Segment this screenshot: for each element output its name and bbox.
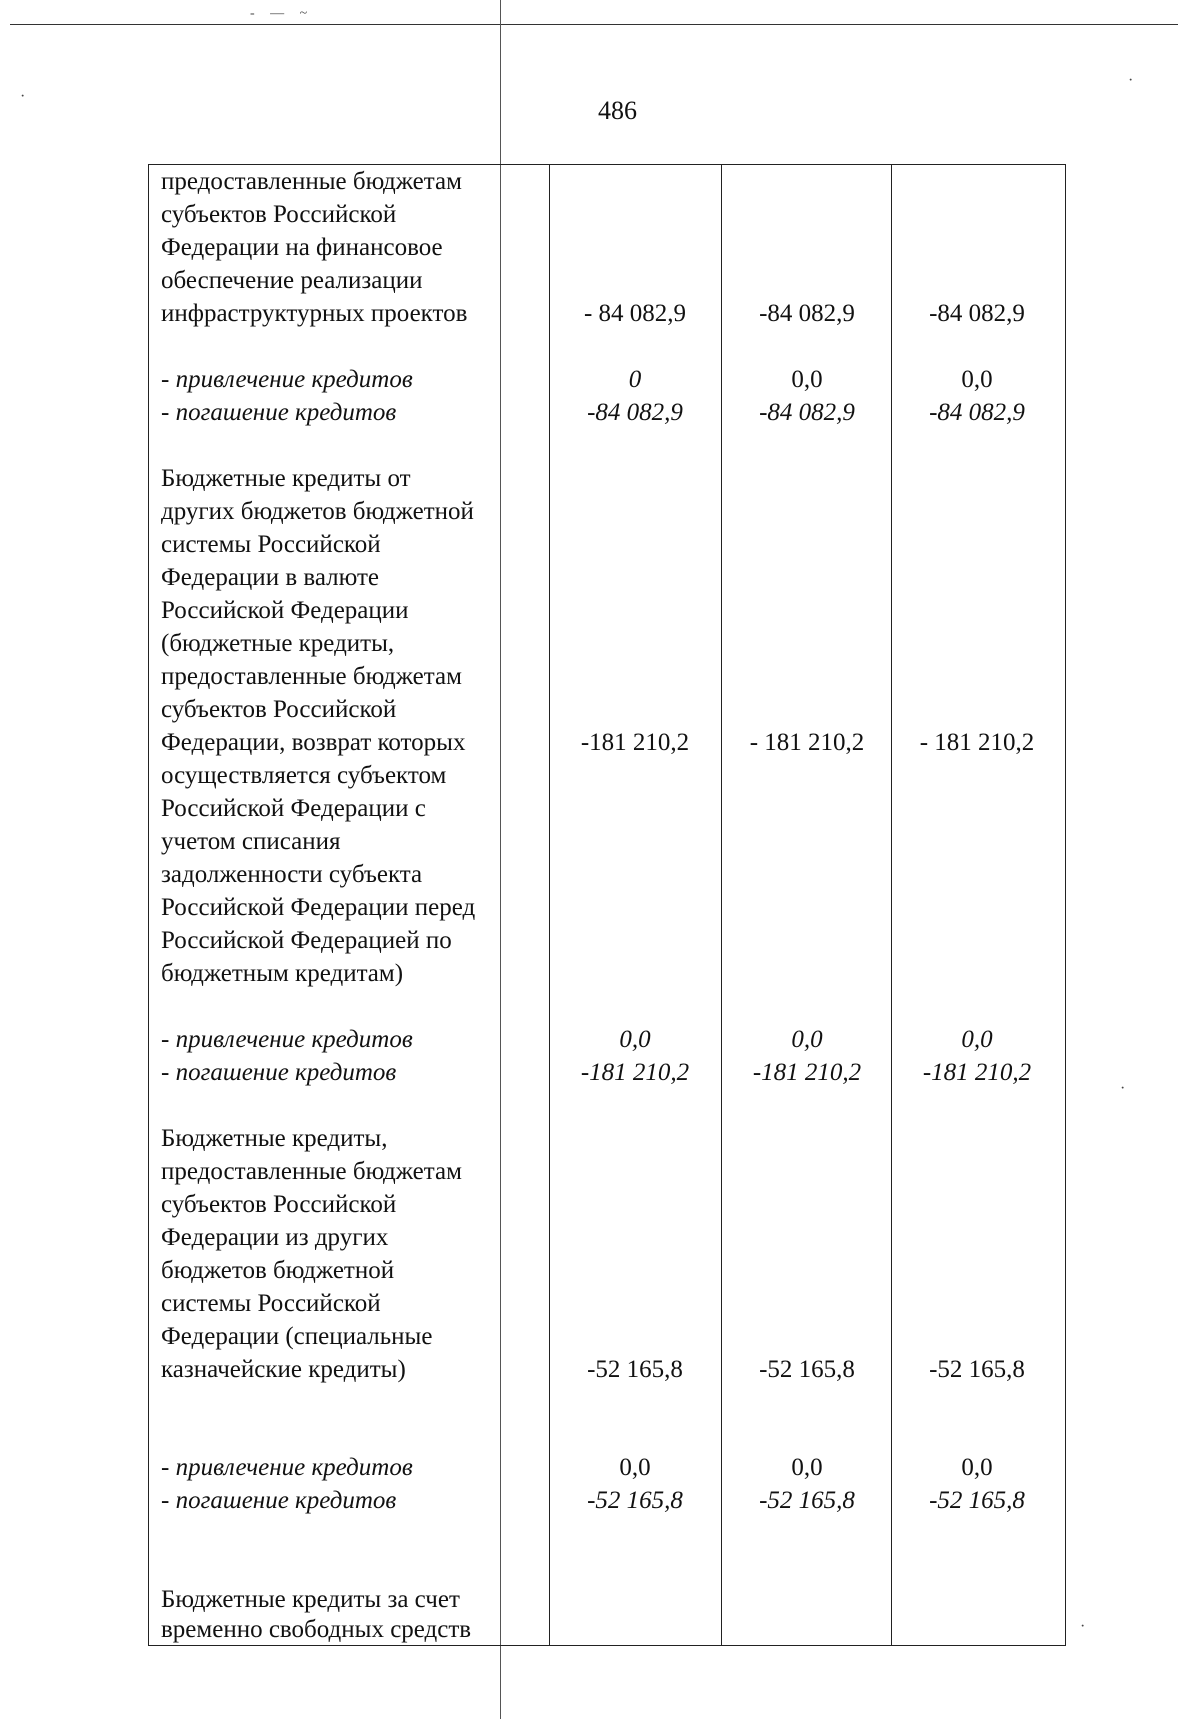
- value-cell: - 181 210,2: [919, 729, 1035, 756]
- page-number: 486: [598, 96, 637, 125]
- attraction-value: 0: [628, 366, 642, 393]
- attraction-value: 0,0: [791, 1454, 823, 1481]
- value-cell: -84 082,9: [759, 300, 855, 327]
- row-label-line: Бюджетные кредиты за счет: [161, 1586, 460, 1613]
- row-label-line: Федерации, возврат которых: [161, 729, 466, 756]
- repayment-value: -181 210,2: [922, 1059, 1032, 1086]
- row-label-line: Бюджетные кредиты,: [161, 1125, 388, 1152]
- value-cell: -52 165,8: [759, 1356, 855, 1383]
- repayment-value: -84 082,9: [929, 399, 1025, 426]
- repayment-value: -181 210,2: [580, 1059, 690, 1086]
- scan-dot: ·: [1120, 1080, 1126, 1097]
- repayment-value: -52 165,8: [587, 1487, 683, 1514]
- scan-dot: ·: [20, 88, 26, 105]
- repayment-value: -181 210,2: [752, 1059, 862, 1086]
- row-label-line: Федерации на финансовое: [161, 234, 443, 261]
- row-label-line: Бюджетные кредиты от: [161, 465, 411, 492]
- column-divider: [721, 165, 722, 1645]
- row-label-line: Российской Федерацией по: [161, 927, 452, 954]
- row-label-line: системы Российской: [161, 531, 381, 558]
- row-label-line: предоставленные бюджетам: [161, 1158, 462, 1185]
- sub-label-attraction: - привлечение кредитов: [161, 366, 413, 393]
- row-label-line: Российской Федерации: [161, 597, 409, 624]
- row-label-line: Федерации (специальные: [161, 1323, 433, 1350]
- row-label-line: обеспечение реализации: [161, 267, 423, 294]
- column-divider: [549, 165, 550, 1645]
- repayment-value: -84 082,9: [759, 399, 855, 426]
- row-label-line: задолженности субъекта: [161, 861, 423, 888]
- row-label-line: осуществляется субъектом: [161, 762, 447, 789]
- value-cell: -52 165,8: [929, 1356, 1025, 1383]
- scan-dot: ·: [1080, 1618, 1086, 1635]
- attraction-value: 0,0: [619, 1026, 651, 1053]
- row-label-line: учетом списания: [161, 828, 341, 855]
- top-rule: [10, 24, 1178, 25]
- scan-dot: ·: [1128, 72, 1134, 89]
- row-label-line: (бюджетные кредиты,: [161, 630, 395, 657]
- row-label-line: Российской Федерации перед: [161, 894, 476, 921]
- sub-label-repayment: - погашение кредитов: [161, 1059, 397, 1086]
- row-label-line: субъектов Российской: [161, 1191, 397, 1218]
- row-label-line: Российской Федерации с: [161, 795, 426, 822]
- row-label-line: субъектов Российской: [161, 696, 397, 723]
- repayment-value: -84 082,9: [587, 399, 683, 426]
- sub-label-attraction: - привлечение кредитов: [161, 1026, 413, 1053]
- row-label-line: бюджетным кредитам): [161, 960, 404, 987]
- row-label-line: предоставленные бюджетам: [161, 168, 462, 195]
- value-cell: - 84 082,9: [583, 300, 687, 327]
- row-label-line: Федерации из других: [161, 1224, 389, 1251]
- value-cell: - 181 210,2: [749, 729, 865, 756]
- repayment-value: -52 165,8: [929, 1487, 1025, 1514]
- repayment-value: -52 165,8: [759, 1487, 855, 1514]
- row-label-line: субъектов Российской: [161, 201, 397, 228]
- attraction-value: 0,0: [961, 1026, 993, 1053]
- value-cell: -52 165,8: [587, 1356, 683, 1383]
- row-label-line: казначейские кредиты): [161, 1356, 406, 1383]
- row-label-line: Федерации в валюте: [161, 564, 380, 591]
- row-label-line: других бюджетов бюджетной: [161, 498, 474, 525]
- attraction-value: 0,0: [791, 1026, 823, 1053]
- scan-marks: - — ~: [250, 6, 314, 21]
- value-cell: -84 082,9: [929, 300, 1025, 327]
- column-divider: [891, 165, 892, 1645]
- sub-label-repayment: - погашение кредитов: [161, 1487, 397, 1514]
- sub-label-attraction: - привлечение кредитов: [161, 1454, 413, 1481]
- attraction-value: 0,0: [961, 366, 993, 393]
- attraction-value: 0,0: [619, 1454, 651, 1481]
- row-label-line: бюджетов бюджетной: [161, 1257, 395, 1284]
- attraction-value: 0,0: [961, 1454, 993, 1481]
- row-label-line: временно свободных средств: [161, 1616, 472, 1643]
- sub-label-repayment: - погашение кредитов: [161, 399, 397, 426]
- budget-credits-table: [148, 164, 1066, 1646]
- row-label-line: системы Российской: [161, 1290, 381, 1317]
- value-cell: -181 210,2: [580, 729, 690, 756]
- row-label-line: инфраструктурных проектов: [161, 300, 468, 327]
- row-label-line: предоставленные бюджетам: [161, 663, 462, 690]
- attraction-value: 0,0: [791, 366, 823, 393]
